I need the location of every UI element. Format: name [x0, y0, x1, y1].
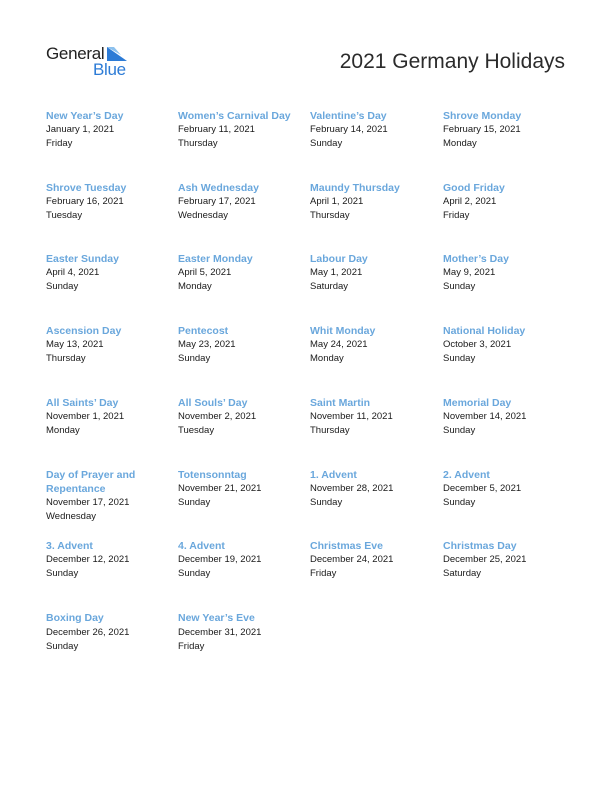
holiday-weekday: Sunday [46, 568, 79, 579]
holiday-name: Boxing Day [46, 612, 104, 624]
holiday-name: 4. Advent [178, 540, 225, 552]
holiday-card [310, 396, 438, 438]
holiday-name: Easter Sunday [46, 253, 119, 265]
holiday-name: 1. Advent [310, 469, 357, 481]
holiday-name: Pentecost [178, 325, 229, 337]
holiday-name: Labour Day [310, 253, 368, 265]
holiday-card [310, 324, 438, 366]
holiday-card [178, 468, 306, 510]
holiday-date: November 21, 2021 [178, 483, 262, 494]
holiday-weekday: Wednesday [46, 511, 96, 522]
holiday-name: Ash Wednesday [178, 182, 259, 194]
holiday-name: Valentine’s Day [310, 110, 387, 122]
holiday-date: May 13, 2021 [46, 339, 104, 350]
holiday-card [443, 181, 571, 223]
holiday-weekday: Wednesday [178, 210, 228, 221]
holiday-name: Shrove Monday [443, 110, 522, 122]
holiday-card [46, 109, 174, 151]
holiday-date: January 1, 2021 [46, 124, 115, 135]
holiday-weekday: Friday [178, 641, 205, 652]
holiday-name: Women’s Carnival Day [178, 110, 291, 122]
holiday-card [443, 324, 571, 366]
holiday-card [178, 181, 306, 223]
holiday-weekday: Thursday [310, 425, 350, 436]
holiday-card [443, 396, 571, 438]
holiday-date: May 9, 2021 [443, 267, 496, 278]
holiday-weekday: Monday [310, 353, 344, 364]
holiday-date: November 28, 2021 [310, 483, 394, 494]
holiday-name: National Holiday [443, 325, 526, 337]
holiday-card [46, 539, 174, 581]
holiday-weekday: Sunday [310, 497, 343, 508]
holiday-name: Good Friday [443, 182, 505, 194]
holiday-name: All Saints’ Day [46, 397, 119, 409]
holiday-date: April 5, 2021 [178, 267, 232, 278]
holiday-weekday: Friday [46, 138, 73, 149]
holiday-card [178, 611, 306, 654]
holiday-weekday: Thursday [310, 210, 350, 221]
holiday-name: Easter Monday [178, 253, 253, 265]
holiday-name: New Year’s Eve [178, 612, 255, 624]
holiday-name: Christmas Day [443, 540, 517, 552]
holiday-date: May 1, 2021 [310, 267, 363, 278]
holiday-date: December 19, 2021 [178, 554, 262, 565]
holiday-date: April 2, 2021 [443, 196, 497, 207]
holiday-name: Whit Monday [310, 325, 376, 337]
holiday-date: May 23, 2021 [178, 339, 236, 350]
holiday-card [178, 324, 306, 366]
holiday-date: November 2, 2021 [178, 411, 257, 422]
holiday-date: February 14, 2021 [310, 124, 388, 135]
holiday-date: December 5, 2021 [443, 483, 522, 494]
holiday-card [46, 468, 174, 524]
holiday-weekday: Saturday [310, 281, 349, 292]
holiday-weekday: Sunday [443, 281, 476, 292]
logo-text-blue: Blue [93, 60, 126, 79]
holiday-name: Totensonntag [178, 469, 247, 481]
holiday-name: 2. Advent [443, 469, 490, 481]
holiday-card [46, 181, 174, 223]
holiday-name: Maundy Thursday [310, 182, 400, 194]
holiday-weekday: Monday [46, 425, 80, 436]
holiday-date: May 24, 2021 [310, 339, 368, 350]
holiday-name: Christmas Eve [310, 540, 383, 552]
holiday-date: February 16, 2021 [46, 196, 124, 207]
holiday-weekday: Thursday [46, 353, 86, 364]
holiday-name: Saint Martin [310, 397, 371, 409]
holiday-weekday: Sunday [443, 497, 476, 508]
holiday-card [443, 109, 571, 151]
holiday-card [178, 252, 306, 294]
holiday-date: November 14, 2021 [443, 411, 527, 422]
holiday-weekday: Sunday [46, 641, 79, 652]
holiday-card [46, 611, 174, 654]
holiday-name: All Souls’ Day [178, 397, 248, 409]
holiday-name: Shrove Tuesday [46, 182, 127, 194]
holiday-weekday: Tuesday [46, 210, 83, 221]
holiday-date: November 17, 2021 [46, 497, 130, 508]
holiday-name: Ascension Day [46, 325, 122, 337]
holiday-name: Mother’s Day [443, 253, 509, 265]
holiday-date: December 26, 2021 [46, 627, 130, 638]
holiday-card [46, 252, 174, 294]
holiday-card [443, 252, 571, 294]
holiday-card [310, 468, 438, 510]
holiday-card [178, 539, 306, 581]
holiday-weekday: Sunday [178, 497, 211, 508]
holiday-card [310, 252, 438, 294]
holiday-date: December 25, 2021 [443, 554, 527, 565]
holiday-card [46, 324, 174, 366]
triangle-flag-icon [107, 47, 127, 61]
holiday-weekday: Monday [178, 281, 212, 292]
holiday-name: Memorial Day [443, 397, 512, 409]
holiday-card [178, 109, 306, 151]
holiday-name: Day of Prayer and Repentance [46, 469, 136, 495]
holiday-weekday: Friday [443, 210, 470, 221]
holiday-card [443, 539, 571, 581]
holiday-card [178, 396, 306, 438]
holiday-date: April 1, 2021 [310, 196, 364, 207]
holiday-date: December 24, 2021 [310, 554, 394, 565]
holiday-date: April 4, 2021 [46, 267, 100, 278]
holiday-name: 3. Advent [46, 540, 93, 552]
holiday-weekday: Sunday [178, 353, 211, 364]
holiday-date: February 17, 2021 [178, 196, 256, 207]
holiday-date: November 1, 2021 [46, 411, 125, 422]
logo-text-general: General [46, 44, 105, 63]
holiday-weekday: Sunday [46, 281, 79, 292]
holiday-weekday: Tuesday [178, 425, 215, 436]
holiday-weekday: Monday [443, 138, 477, 149]
holiday-card [46, 396, 174, 438]
holiday-card [310, 181, 438, 223]
holiday-weekday: Saturday [443, 568, 482, 579]
logo [46, 44, 136, 80]
holiday-weekday: Sunday [443, 425, 476, 436]
page-title: 2021 Germany Holidays [339, 50, 565, 73]
holiday-weekday: Sunday [443, 353, 476, 364]
holiday-date: October 3, 2021 [443, 339, 512, 350]
holiday-card [443, 468, 571, 510]
holiday-date: November 11, 2021 [310, 411, 393, 422]
holiday-name: New Year’s Day [46, 110, 124, 122]
holiday-weekday: Sunday [178, 568, 211, 579]
holiday-date: December 12, 2021 [46, 554, 130, 565]
holiday-weekday: Friday [310, 568, 337, 579]
holiday-card [310, 539, 438, 581]
holiday-weekday: Thursday [178, 138, 218, 149]
holiday-weekday: Sunday [310, 138, 343, 149]
holiday-date: February 11, 2021 [178, 124, 255, 135]
holiday-card [310, 109, 438, 151]
holiday-date: February 15, 2021 [443, 124, 521, 135]
holiday-date: December 31, 2021 [178, 627, 262, 638]
